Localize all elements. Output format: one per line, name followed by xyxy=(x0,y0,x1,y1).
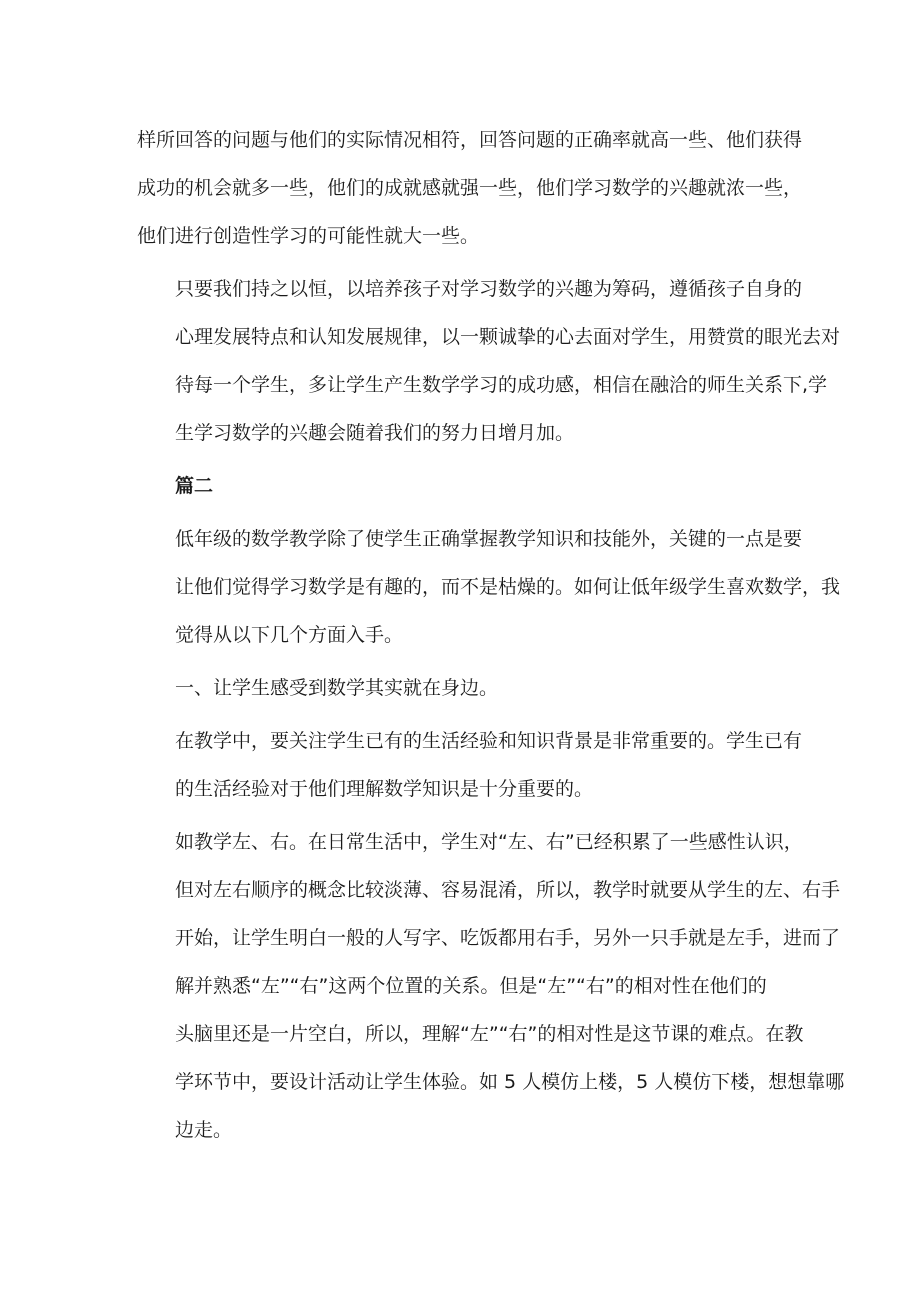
text-line: 如教学左、右。在日常生活中，学生对“左、右”已经积累了一些感性认识， xyxy=(175,831,803,853)
text-line: 开始，让学生明白一般的人写字、吃饭都用右手，另外一只手就是左手，进而了 xyxy=(175,927,841,949)
text-line: 生学习数学的兴趣会随着我们的努力日增月加。 xyxy=(175,422,575,444)
text-line: 一、让学生感受到数学其实就在身边。 xyxy=(175,677,499,699)
text-line: 头脑里还是一片空白，所以，理解“左”“右”的相对性是这节课的难点。在教 xyxy=(175,1023,804,1045)
document-body xyxy=(137,116,845,1159)
section-heading: 篇二 xyxy=(175,475,214,497)
text-line: 他们进行创造性学习的可能性就大一些。 xyxy=(137,225,480,247)
text-line: 只要我们持之以恒，以培养孩子对学习数学的兴趣为筹码，遵循孩子自身的 xyxy=(175,278,803,300)
text-line: 学环节中，要设计活动让学生体验。如 5 人模仿上楼，5 人模仿下楼，想想靠哪 xyxy=(175,1071,845,1093)
paragraph xyxy=(137,265,841,457)
text-line: 的生活经验对于他们理解数学知识是十分重要的。 xyxy=(175,778,594,800)
subheading-paragraph xyxy=(137,664,787,712)
text-line: 让他们觉得学习数学是有趣的，而不是枯燥的。如何让低年级学生喜欢数学，我 xyxy=(175,576,841,598)
text-line: 但对左右顺序的概念比较淡薄、容易混淆，所以，教学时就要从学生的左、右手 xyxy=(175,879,841,901)
text-line: 心理发展特点和认知发展规律，以一颗诚挚的心去面对学生，用赞赏的眼光去对 xyxy=(175,326,841,348)
paragraph-continuation xyxy=(137,116,803,260)
text-line: 解并熟悉“左”“右”这两个位置的关系。但是“左”“右”的相对性在他们的 xyxy=(175,975,767,997)
text-line: 低年级的数学教学除了使学生正确掌握教学知识和技能外，关键的一点是要 xyxy=(175,528,803,550)
text-line: 待每一个学生，多让学生产生数学学习的成功感，相信在融洽的师生关系下,学 xyxy=(175,374,828,396)
text-line: 在教学中，要关注学生已有的生活经验和知识背景是非常重要的。学生已有 xyxy=(175,730,803,752)
paragraph xyxy=(137,515,841,659)
text-line: 成功的机会就多一些，他们的成就感就强一些，他们学习数学的兴趣就浓一些， xyxy=(137,177,803,199)
text-line: 边走。 xyxy=(175,1119,233,1141)
paragraph xyxy=(137,717,803,813)
text-line: 样所回答的问题与他们的实际情况相符，回答问题的正确率就高一些、他们获得 xyxy=(137,129,803,151)
text-line: 觉得从以下几个方面入手。 xyxy=(175,624,404,646)
paragraph xyxy=(137,818,845,1154)
